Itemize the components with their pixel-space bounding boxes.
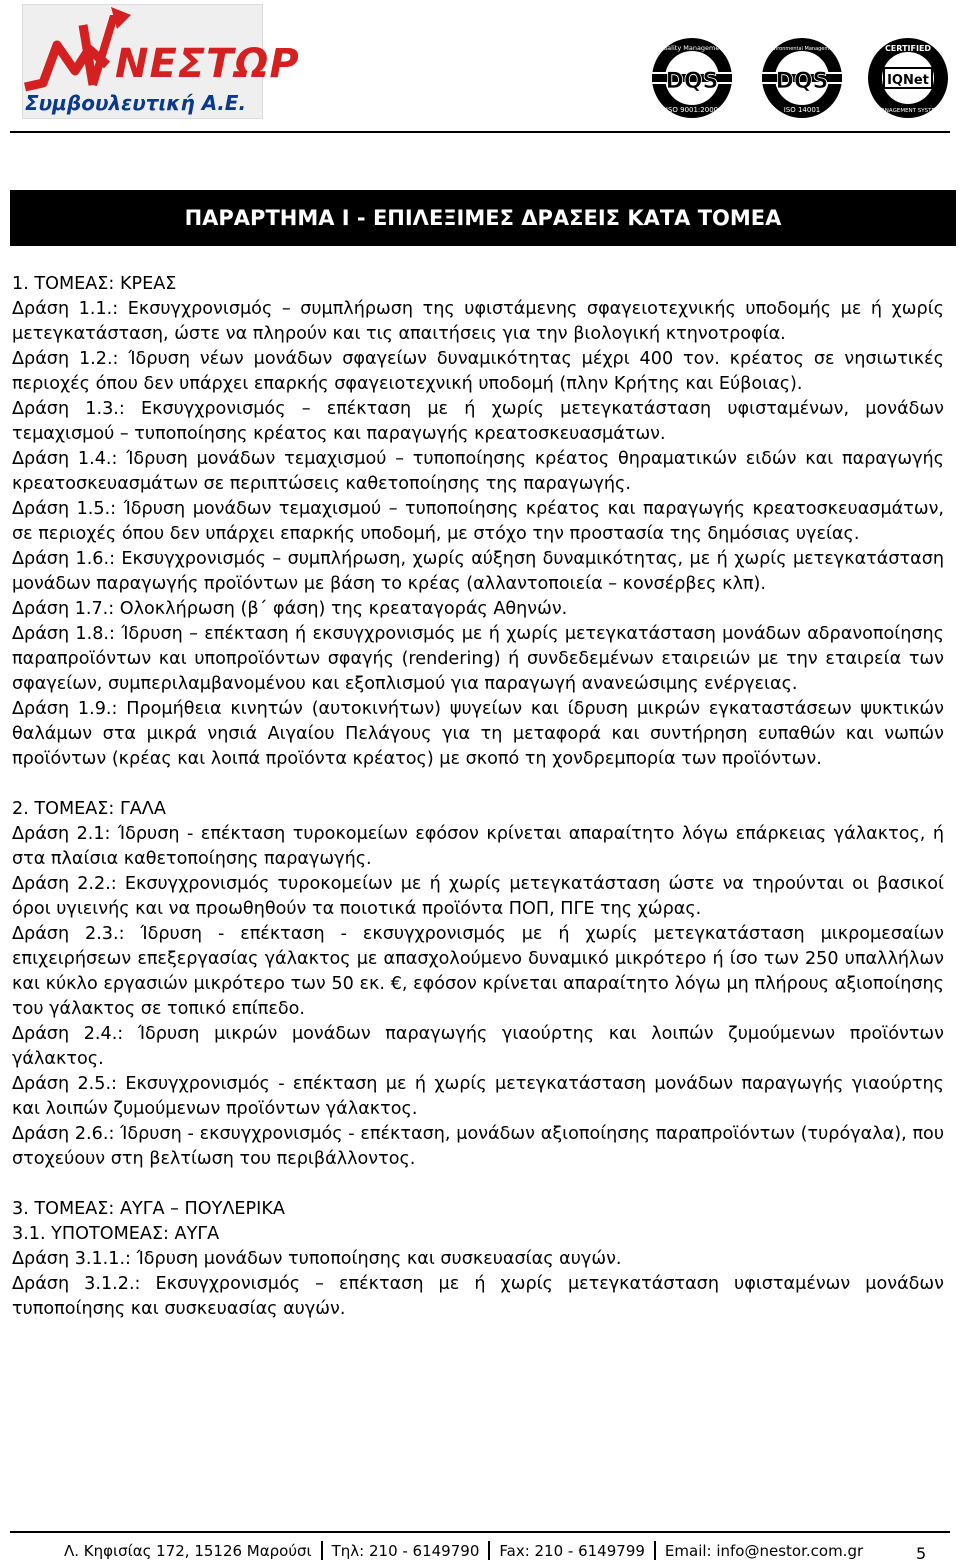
footer-email: Email: info@nestor.com.gr: [664, 1542, 864, 1560]
svg-text:Quality Management: Quality Management: [657, 44, 727, 52]
dqs-iso9001-seal-icon: [650, 36, 734, 120]
action-2-3: Δράση 2.3.: Ίδρυση - επέκταση - εκσυγχρονισμός με ή χωρίς μετεγκατάσταση μικρομεσαίων επιχειρήσεων επεξεργασίας γάλακτος με απασχολούμενο δυναμικό μικρότερο ή ίσο των 250 υπαλλήλων και κύκλο εργασιών μικρότερο των 50 εκ. €, εφόσον κρίνεται απαραίτητο λόγω μη πλήρους αξιοποίησης του γάλακτος σε τοπικό επίπεδο.: [12, 924, 944, 1019]
action-2-5: Δράση 2.5.: Εκσυγχρονισμός - επέκταση με ή χωρίς μετεγκατάσταση μονάδων παραγωγής γιαούρτης και λοιπών ζυμούμενων προϊόντων γάλακτος.: [12, 1074, 944, 1119]
action-1-1: Δράση 1.1.: Εκσυγχρονισμός – συμπλήρωση της υφιστάμενης σφαγειοτεχνικής υποδομής με ή χωρίς μετεγκατάσταση, ώστε να πληρούν και τις απαιτήσεις για την βιολογική κτηνοτροφία.: [12, 299, 944, 344]
action-3-1-1: Δράση 3.1.1.: Ίδρυση μονάδων τυποποίησης και συσκευασίας αυγών.: [12, 1249, 622, 1269]
logo-tagline: Συμβουλευτική Α.Ε.: [25, 91, 247, 115]
svg-text:DQS: DQS: [665, 69, 719, 94]
action-2-2: Δράση 2.2.: Εκσυγχρονισμός τυροκομείων με ή χωρίς μετεγκατάσταση ώστε να τηρούνται οι βασικοί όροι υγιεινής και να προωθηθούν τα ποιοτικά προϊόντα ΠΟΠ, ΠΓΕ της χώρας.: [12, 874, 944, 919]
section-3-1-subtitle: 3.1. ΥΠΟΤΟΜΕΑΣ: ΑΥΓΑ: [12, 1224, 220, 1244]
footer-address: Λ. Κηφισίας 172, 15126 Μαρούσι: [64, 1542, 312, 1560]
page-header: [0, 0, 960, 132]
section-1-title: 1. ΤΟΜΕΑΣ: ΚΡΕΑΣ: [12, 274, 177, 294]
action-1-8: Δράση 1.8.: Ίδρυση – επέκταση ή εκσυγχρονισμός με ή χωρίς μετεγκατάσταση μονάδων αδρανοποίησης παραπροϊόντων και υποπροϊόντων σφαγής (rendering) ή συνδεδεμένων εταιρειών με την εταιρεία των σφαγείων, συμπεριλαμβανομένου και εξοπλισμού για παραγωγή ανανεώσιμης ενέργειας.: [12, 624, 944, 694]
action-1-2: Δράση 1.2.: Ίδρυση νέων μονάδων σφαγείων δυναμικότητας μέχρι 400 τον. κρέατος σε νησιωτικές περιοχές όπου δεν υπάρχει επαρκής σφαγειοτεχνική υποδομή (πλην Κρήτης και Εύβοιας).: [12, 349, 944, 394]
header-divider: [10, 131, 950, 133]
section-2-title: 2. ΤΟΜΕΑΣ: ΓΑΛΑ: [12, 799, 166, 819]
action-1-9: Δράση 1.9.: Προμήθεια κινητών (αυτοκινήτων) ψυγείων και ίδρυση μικρών εγκαταστάσεων ψυκτικών θαλάμων στα μικρά νησιά Αιγαίου Πελάγους για τη μεταφορά και συντήρηση ευπαθών και νωπών προϊόντων (κρέας και λοιπά προϊόντα κρέατος) με σκοπό τη χονδρεμπορία των προϊόντων.: [12, 699, 944, 769]
svg-text:DQS: DQS: [775, 69, 829, 94]
action-3-1-2: Δράση 3.1.2.: Εκσυγχρονισμός – επέκταση με ή χωρίς μετεγκατάσταση υφισταμένων μονάδων τυποποίησης και συσκευασίας αυγών.: [12, 1274, 944, 1319]
annex-title-banner: ΠΑΡΑΡΤΗΜΑ Ι - ΕΠΙΛΕΞΙΜΕΣ ΔΡΑΣΕΙΣ ΚΑΤΑ ΤΟΜΕΑ: [10, 190, 956, 246]
document-body: [12, 272, 944, 1322]
action-1-5: Δράση 1.5.: Ίδρυση μονάδων τεμαχισμού – τυποποίησης κρέατος και παραγωγής κρεατοσκευασμάτων, σε περιοχές όπου δεν υπάρχει επαρκής υποδομή, με στόχο την προστασία της δημόσιας υγείας.: [12, 499, 944, 544]
page-number: 5: [916, 1544, 927, 1563]
company-logo: [22, 4, 300, 119]
svg-text:IQNet: IQNet: [887, 73, 929, 88]
footer-phone: Τηλ: 210 - 6149790: [331, 1542, 480, 1560]
svg-text:CERTIFIED: CERTIFIED: [884, 44, 932, 53]
action-1-4: Δράση 1.4.: Ίδρυση μονάδων τεμαχισμού – τυποποίησης κρέατος θηραματικών ειδών και παραγωγής κρεατοσκευασμάτων σε περιπτώσεις καθετοποίησης της παραγωγής.: [12, 449, 944, 494]
footer-fax: Fax: 210 - 6149799: [499, 1542, 645, 1560]
footer-divider: [10, 1531, 950, 1533]
svg-text:ISO 14001: ISO 14001: [783, 106, 821, 114]
action-1-7: Δράση 1.7.: Ολοκλήρωση (β΄ φάση) της κρεαταγοράς Αθηνών.: [12, 599, 568, 619]
iqnet-certified-seal-icon: [866, 36, 950, 120]
svg-text:ISO 9001:2000: ISO 9001:2000: [665, 106, 719, 114]
dqs-iso14001-seal-icon: [760, 36, 844, 120]
action-2-1: Δράση 2.1: Ίδρυση - επέκταση τυροκομείων εφόσον κρίνεται απαραίτητο λόγω επάρκειας γάλακτος, ή στα πλαίσια καθετοποίησης παραγωγής.: [12, 824, 944, 869]
action-1-6: Δράση 1.6.: Εκσυγχρονισμός – συμπλήρωση, χωρίς αύξηση δυναμικότητας, με ή χωρίς μετεγκατάσταση μονάδων παραγωγής προϊόντων με βάση το κρέας (αλλαντοποιεία – κονσέρβες κλπ).: [12, 549, 944, 594]
logo-name: ΝΕΣΤΩΡ: [115, 41, 300, 87]
action-2-6: Δράση 2.6.: Ίδρυση - εκσυγχρονισμός - επέκταση, μονάδων αξιοποίησης παραπροϊόντων (τυρόγαλα), που στοχεύουν στη βελτίωση του περιβάλλοντος.: [12, 1124, 944, 1169]
svg-text:MANAGEMENT SYSTEM: MANAGEMENT SYSTEM: [876, 108, 940, 114]
svg-text:Environmental Management: Environmental Management: [766, 46, 838, 52]
action-1-3: Δράση 1.3.: Εκσυγχρονισμός – επέκταση με ή χωρίς μετεγκατάσταση υφισταμένων, μονάδων τεμαχισμού – τυποποίησης κρέατος και παραγωγής κρεατοσκευασμάτων.: [12, 399, 944, 444]
page-footer: [64, 1541, 863, 1561]
section-3-title: 3. ΤΟΜΕΑΣ: ΑΥΓΑ – ΠΟΥΛΕΡΙΚΑ: [12, 1199, 285, 1219]
action-2-4: Δράση 2.4.: Ίδρυση μικρών μονάδων παραγωγής γιαούρτης και λοιπών ζυμούμενων προϊόντων γάλακτος.: [12, 1024, 944, 1069]
